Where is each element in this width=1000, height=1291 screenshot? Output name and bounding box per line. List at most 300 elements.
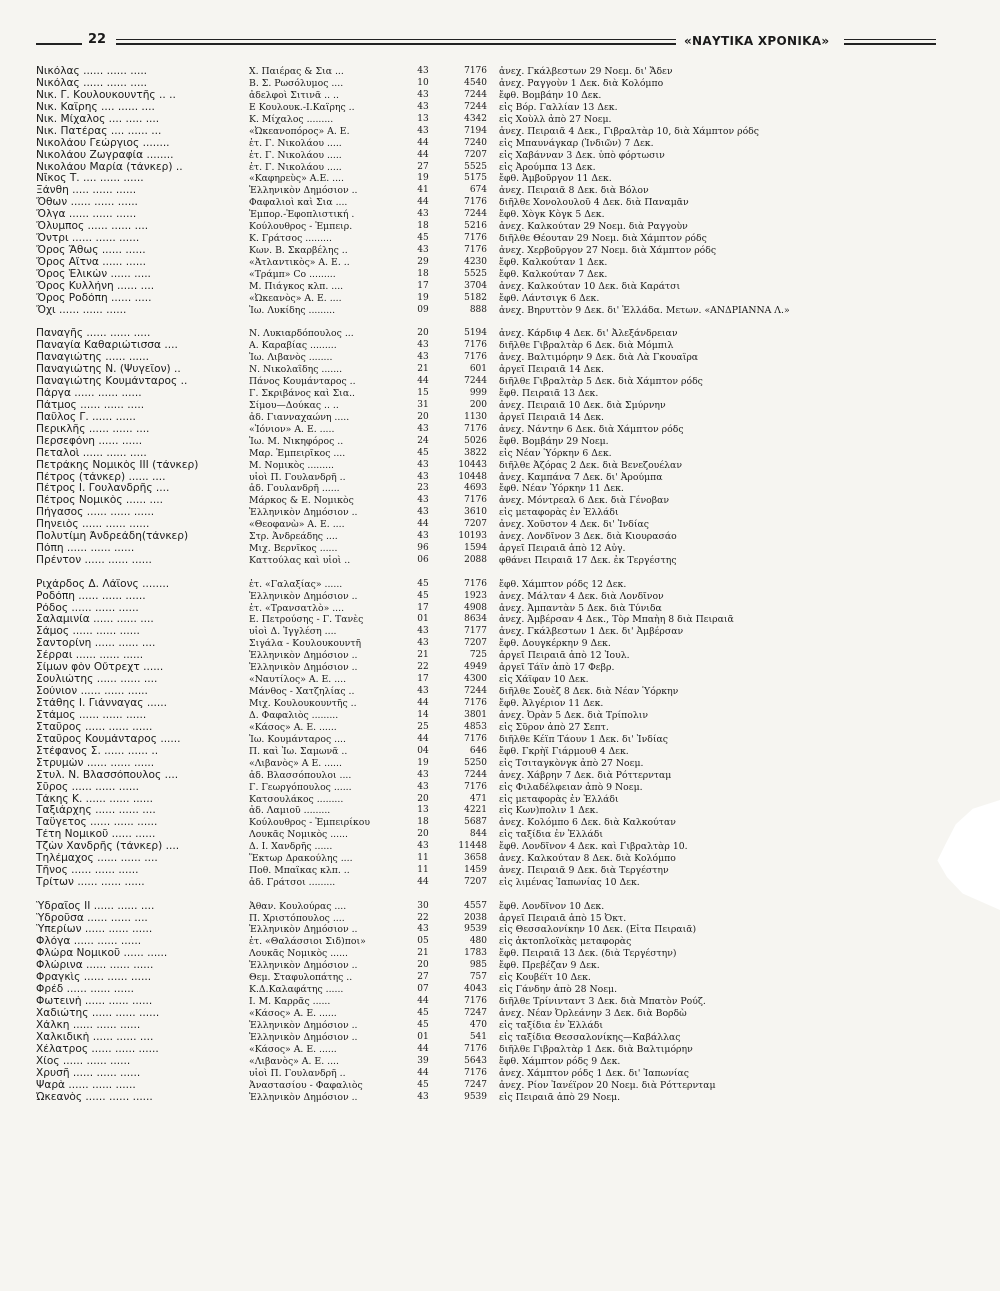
- ship-status: ἔφθ. Λονδῖνον 4 Δεκ. καὶ Γιβραλτὰρ 10.: [499, 841, 688, 853]
- ship-section: [36, 901, 956, 1104]
- table-row: [36, 555, 956, 567]
- ship-status: ἀνεχ. Γκάλβεστων 1 Δεκ. δι' Ἀμβέρσαν: [499, 626, 684, 638]
- ship-code: 07: [417, 984, 429, 995]
- ship-name: Στρυμὼν ...... ...... ......: [36, 757, 155, 769]
- ship-status: ἔφθ. Γκρὴϊ Γιάρμουθ 4 Δεκ.: [499, 745, 629, 757]
- ship-owner: ἑτ. Γ. Νικολάου .....: [249, 149, 342, 161]
- ship-code: 15: [417, 387, 429, 398]
- table-row: [36, 150, 956, 162]
- ship-owner: Ι. Μ. Καρρᾶς ......: [249, 996, 331, 1008]
- ship-code: 27: [417, 972, 429, 983]
- ship-name: Χαλκιδικὴ ...... ...... ....: [36, 1031, 154, 1043]
- ship-name: Ὄχι ...... ...... ......: [36, 304, 127, 316]
- ship-code: 43: [417, 352, 429, 363]
- ship-owner: Ἐμπορ.-Ἐφοπλιστική .: [249, 209, 355, 221]
- ship-status: εἰς Πειραιᾶ ἀπὸ 29 Νοεμ.: [499, 1091, 621, 1103]
- ship-name: Ψαρὰ ...... ...... ......: [36, 1079, 136, 1091]
- ship-status: ἀνεχ. Νέαν Ὀρλεάνην 3 Δεκ. διὰ Βορδὼ: [499, 1008, 687, 1020]
- ship-status: διῆλθε Γιβραλτὰρ 6 Δεκ. διὰ Μόμπιλ: [499, 340, 674, 352]
- ship-tonnage: 9539: [464, 924, 487, 935]
- ship-name: Σίμων φὸν Οὔτρεχτ ......: [36, 662, 164, 674]
- ship-name: Πόπη ...... ...... ......: [36, 543, 135, 555]
- table-row: [36, 638, 956, 650]
- ship-code: 18: [417, 221, 429, 232]
- ship-owner: Α. Καραβίας .........: [249, 340, 337, 352]
- table-row: [36, 90, 956, 102]
- ship-tonnage: 7176: [464, 245, 487, 256]
- ship-owner: ἑτ. «Γαλαξίας» ......: [249, 578, 343, 590]
- ship-tonnage: 4300: [464, 674, 487, 685]
- ship-code: 04: [417, 745, 429, 756]
- ship-status: ἔφθ. Νέαν Ὑόρκην 11 Δεκ.: [499, 483, 624, 495]
- ship-status: εἰς ἀκτοπλοϊκὰς μεταφορὰς: [499, 936, 632, 948]
- ship-name: Στέφανος Σ. ...... ...... ..: [36, 745, 159, 757]
- ship-name: Φρέδ ...... ...... ......: [36, 984, 134, 996]
- table-row: [36, 984, 956, 996]
- ship-owner: ἑτ. Γ. Νικολάου .....: [249, 137, 342, 149]
- ship-code: 44: [417, 698, 429, 708]
- ship-tonnage: 7207: [464, 877, 487, 888]
- ship-tonnage: 480: [469, 936, 487, 947]
- ship-code: 43: [417, 125, 429, 136]
- ship-code: 20: [417, 328, 429, 339]
- ship-name: Ὑδραῖος ΙΙ ...... ...... ....: [36, 900, 155, 912]
- table-row: [36, 424, 956, 436]
- ship-status: ἀργεῖ Πειραιᾶ 14 Δεκ.: [499, 411, 604, 423]
- ship-status: ἀνεχ. Ἀμπαντὰν 5 Δεκ. διὰ Τύνιδα: [499, 602, 662, 614]
- table-row: [36, 293, 956, 305]
- table-row: [36, 1020, 956, 1032]
- ship-owner: Μ. Νομικὸς .........: [249, 459, 335, 471]
- table-row: [36, 1032, 956, 1044]
- ship-owner: Μάρκος & Ε. Νομικὸς: [249, 495, 354, 507]
- ship-owner: ἑτ. «Θαλάσσιοι Σιδ)ποι»: [249, 936, 366, 948]
- ship-code: 44: [417, 733, 429, 744]
- ship-code: 05: [417, 936, 429, 947]
- ship-owner: Ἑλληνικὸν Δημόσιον ..: [249, 185, 358, 197]
- ship-name: Χέλατρος ...... ...... ......: [36, 1043, 159, 1055]
- ship-owner: Ἑλληνικὸν Δημόσιον ..: [249, 960, 358, 972]
- table-row: [36, 626, 956, 638]
- ship-name: Ὑπερίων ...... ...... ......: [36, 924, 153, 936]
- ship-name: Ὄρος Ροδόπη ...... .....: [36, 292, 152, 304]
- ship-code: 45: [417, 1019, 429, 1030]
- ship-tonnage: 4342: [464, 113, 487, 124]
- table-row: [36, 579, 956, 591]
- ship-status: ἀνεχ. Καλκούταν 29 Νοεμ. διὰ Ραγγοὺν: [499, 221, 688, 233]
- ship-tonnage: 7176: [464, 233, 487, 244]
- table-row: [36, 948, 956, 960]
- ship-name: Ὄθων ...... ...... ......: [36, 197, 138, 209]
- ship-code: 96: [417, 543, 429, 554]
- table-row: [36, 233, 956, 245]
- ship-name: Σῦρος ...... ...... ......: [36, 781, 139, 793]
- ship-code: 44: [417, 149, 429, 160]
- table-row: [36, 996, 956, 1008]
- ship-owner: Σιγάλα - Κουλουκουντῆ: [249, 638, 362, 650]
- ship-tonnage: 8634: [464, 614, 487, 625]
- ship-status: ἀνεχ. Ραγγοὺν 1 Δεκ. διὰ Κολόμπο: [499, 77, 664, 89]
- ship-status: ἀνεχ. Γκάλβεστων 29 Νοεμ. δι' Ἄδεν: [499, 66, 673, 77]
- table-row: [36, 877, 956, 889]
- ship-tonnage: 2088: [464, 555, 487, 566]
- ship-tonnage: 5525: [464, 268, 487, 279]
- ship-status: ἀνεχ. Ρίον Ἰανέϊρον 20 Νοεμ. διὰ Ρόττερνταμ: [499, 1079, 716, 1091]
- ship-tonnage: 5026: [464, 435, 487, 446]
- ship-owner: Μιχ. Κουλουκουντῆς ..: [249, 698, 357, 709]
- table-row: [36, 972, 956, 984]
- ship-code: 19: [417, 173, 429, 184]
- ship-owner: ἀδ. Λαμιοῦ .........: [249, 805, 331, 817]
- ship-code: 06: [417, 555, 429, 566]
- ship-tonnage: 3822: [464, 447, 487, 458]
- ship-tonnage: 1594: [464, 543, 487, 554]
- ship-code: 44: [417, 197, 429, 208]
- ship-owner: Ἑλληνικὸν Δημόσιον ..: [249, 924, 358, 936]
- table-row: [36, 436, 956, 448]
- ship-name: Πέτρος Νομικὸς ...... ....: [36, 495, 163, 507]
- ship-status: ἔφθ. Λονδῖνον 10 Δεκ.: [499, 900, 605, 912]
- ship-code: 43: [417, 626, 429, 637]
- ship-code: 43: [417, 507, 429, 518]
- table-row: [36, 495, 956, 507]
- ship-name: Στυλ. Ν. Βλασσόπουλος ....: [36, 769, 179, 781]
- table-row: [36, 901, 956, 913]
- ship-status: διῆλθε Γιβραλτὰρ 5 Δεκ. διὰ Χάμπτον ρόδς: [499, 376, 703, 388]
- ship-status: ἀνεχ. Χάμπτον ρόδς 1 Δεκ. δι' Ἰαπωνίας: [499, 1067, 689, 1079]
- ship-tonnage: 4230: [464, 257, 487, 267]
- ship-status: ἔφθ. Βομβάην 29 Νοεμ.: [499, 435, 609, 447]
- ship-status: εἰς ταξίδια ἐν Ἑλλάδι: [499, 829, 604, 841]
- ship-owner: Ε. Πετρούσης - Γ. Τανὲς: [249, 614, 364, 626]
- ship-code: 22: [417, 662, 429, 673]
- ship-tonnage: 5216: [464, 221, 487, 232]
- ship-name: Ριχάρδος Δ. Λάϊονς ........: [36, 578, 170, 590]
- table-row: [36, 209, 956, 221]
- table-row: [36, 114, 956, 126]
- ship-name: Σουλιώτης ...... ...... ....: [36, 674, 158, 686]
- ship-tonnage: 725: [469, 650, 487, 661]
- ship-status: εἰς Χάϊφαν 10 Δεκ.: [499, 674, 589, 686]
- ship-code: 45: [417, 1079, 429, 1090]
- ship-status: ἀνεχ. Μάλταν 4 Δεκ. διὰ Λονδῖνον: [499, 590, 664, 602]
- ship-code: 19: [417, 292, 429, 303]
- ship-code: 27: [417, 161, 429, 172]
- ship-tonnage: 4853: [464, 721, 487, 732]
- ship-owner: Κατσουλάκος .........: [249, 793, 344, 805]
- ship-owner: «Ὠκεανοπόρος» Α. Ε.: [249, 125, 350, 137]
- ship-status: εἰς ταξίδια Θεσσαλονίκης—Καβάλλας: [499, 1031, 681, 1043]
- ship-tonnage: 7176: [464, 781, 487, 792]
- ship-status: ἀργεῖ Πειραιᾶ ἀπὸ 12 Ἰουλ.: [499, 650, 630, 662]
- ship-tonnage: 888: [469, 304, 487, 315]
- ship-name: Ὄντρι ...... ...... ......: [36, 233, 140, 245]
- ship-owner: Σίμου—Δούκας .. ..: [249, 399, 339, 411]
- ship-status: ἔφθ. Πρεβέζαν 9 Δεκ.: [499, 960, 600, 972]
- ship-tonnage: 7176: [464, 340, 487, 351]
- ship-owner: Ἰω. Κουμάνταρος ....: [249, 733, 346, 745]
- table-row: [36, 78, 956, 90]
- ship-owner: Δ. Φαφαλιὸς .........: [249, 709, 339, 721]
- ship-code: 45: [417, 1008, 429, 1019]
- ship-status: ἀργεῖ Πειραιᾶ ἀπὸ 12 Αὐγ.: [499, 543, 626, 555]
- table-row: [36, 126, 956, 138]
- ship-tonnage: 985: [469, 960, 487, 971]
- ship-tonnage: 10193: [458, 531, 487, 542]
- header-rule-left: [36, 43, 82, 45]
- ship-name: Σέρραι ...... ...... ......: [36, 650, 144, 662]
- ship-name: Χάλκη ...... ...... ......: [36, 1019, 141, 1031]
- ship-name: Σάμος ...... ...... ......: [36, 626, 140, 638]
- ship-name: Πεταλοὶ ...... ...... .....: [36, 447, 147, 459]
- ship-code: 22: [417, 912, 429, 923]
- ship-owner: «Ὠκεανὸς» Α. Ε. ....: [249, 292, 342, 304]
- ship-status: εἰς Τσιταγκὸνγκ ἀπὸ 27 Νοεμ.: [499, 757, 644, 769]
- ship-status: εἰς μεταφορὰς ἐν Ἑλλάδι: [499, 793, 619, 805]
- ship-owner: Ποθ. Μπαΐκας κλπ. ..: [249, 865, 350, 877]
- ship-name: Πέτρος Ι. Γουλανδρῆς ....: [36, 483, 170, 495]
- page-number: 22: [88, 32, 107, 47]
- ship-owner: «Ἰόνιον» Α. Ε. .....: [249, 423, 335, 435]
- ship-code: 43: [417, 209, 429, 220]
- table-row: [36, 507, 956, 519]
- ship-code: 44: [417, 996, 429, 1007]
- ship-code: 21: [417, 948, 429, 959]
- ship-name: Σαλαμινία ...... ...... ....: [36, 614, 154, 626]
- table-row: [36, 1068, 956, 1080]
- ship-name: Πάργα ...... ...... ......: [36, 387, 142, 399]
- ship-owner: Π. Χριστόπουλος ....: [249, 912, 345, 924]
- ship-status: ἀνεχ. Ὀρὰν 5 Δεκ. διὰ Τρίπολιν: [499, 709, 649, 721]
- ship-tonnage: 674: [469, 185, 487, 196]
- ship-tonnage: 7177: [464, 626, 487, 637]
- ship-owner: Κ. Γράτσος .........: [249, 233, 332, 245]
- ship-name: Τῆνος ...... ...... ......: [36, 865, 139, 877]
- header-rule-middle: [116, 39, 676, 45]
- table-row: [36, 1092, 956, 1104]
- ship-tonnage: 7244: [464, 769, 487, 780]
- ship-status: εἰς Χαβάνναν 3 Δεκ. ὑπὸ φόρτωσιν: [499, 149, 665, 161]
- ship-code: 11: [417, 865, 429, 876]
- ship-name: Νικ. Μίχαλος .... ..... ....: [36, 113, 160, 125]
- ship-code: 43: [417, 769, 429, 780]
- ship-section: [36, 328, 956, 567]
- ship-tonnage: 7176: [464, 578, 487, 589]
- table-row: [36, 603, 956, 615]
- ship-tonnage: 7247: [464, 1008, 487, 1019]
- ship-tonnage: 646: [469, 745, 487, 756]
- header-rule-right: [844, 39, 936, 45]
- ship-code: 24: [417, 435, 429, 446]
- ship-owner: Ν. Λυκιαρδόπουλος ...: [249, 328, 354, 340]
- ship-tonnage: 3610: [464, 507, 487, 518]
- ship-status: εἰς Βόρ. Γαλλίαν 13 Δεκ.: [499, 101, 618, 113]
- ship-status: ἀνεχ. Πειραιᾶ 4 Δεκ., Γιβραλτὰρ 10, διὰ Χάμπτον ρόδς: [499, 125, 759, 137]
- ship-code: 23: [417, 483, 429, 494]
- table-row: [36, 305, 956, 317]
- ship-name: Παναγιώτης ...... ......: [36, 352, 150, 364]
- ship-status: ἀργεῖ Πειραιᾶ 14 Δεκ.: [499, 364, 604, 376]
- table-row: [36, 650, 956, 662]
- table-row: [36, 710, 956, 722]
- ship-code: 43: [417, 101, 429, 112]
- ship-code: 10: [417, 77, 429, 88]
- ship-code: 44: [417, 376, 429, 387]
- ship-owner: Κούλουθρος - Ἐμπειρ.: [249, 221, 353, 233]
- ship-name: Παῦλος Γ. ...... ......: [36, 411, 136, 423]
- table-row: [36, 269, 956, 281]
- ship-code: 43: [417, 245, 429, 256]
- ship-owner: Μαρ. Ἐμπειρῖκος ....: [249, 447, 346, 459]
- ship-owner: «Ἀτλαντικὸς» Α. Ε. ..: [249, 257, 350, 268]
- ship-code: 41: [417, 185, 429, 196]
- ship-owner: Ἑλληνικὸν Δημόσιον ..: [249, 662, 358, 674]
- ship-owner: ἑτ. Γ. Νικολάου .....: [249, 161, 342, 173]
- ship-name: Ρόδος ...... ...... ......: [36, 602, 139, 614]
- ship-name: Σταῦρος ...... ...... ......: [36, 721, 153, 733]
- ship-owner: υἱοὶ Π. Γουλανδρῆ ..: [249, 471, 346, 483]
- ship-tonnage: 470: [469, 1019, 487, 1030]
- table-row: [36, 1008, 956, 1020]
- ship-owner: Ἀναστασίου - Φαφαλιὸς: [249, 1079, 363, 1091]
- ship-status: ἀνεχ. Πειραιᾶ 9 Δεκ. διὰ Τεργέστην: [499, 865, 669, 877]
- ship-status: διῆλθε Θέουταν 29 Νοεμ. διὰ Χάμπτον ρόδς: [499, 233, 707, 245]
- ship-status: ἔφθ. Πειραιᾶ 13 Δεκ. (διὰ Τεργέστην): [499, 948, 677, 960]
- ship-status: ἀνεχ. Λονδῖνον 3 Δεκ. διὰ Κιουρασάο: [499, 531, 677, 543]
- ship-name: Φλώρα Νομικοῦ ...... ......: [36, 948, 168, 960]
- ship-name: Ὑδροῦσα ...... ...... ....: [36, 912, 148, 924]
- ship-code: 43: [417, 1091, 429, 1102]
- table-row: [36, 794, 956, 806]
- ship-tonnage: 7207: [464, 149, 487, 160]
- table-row: [36, 913, 956, 925]
- ship-owner: Κ. Μίχαλος .........: [249, 113, 334, 125]
- ship-status: ἀνεχ. Βαλτιμόρην 9 Δεκ. διὰ Λὰ Γκουαΐρα: [499, 352, 699, 364]
- ship-status: ἀργεῖ Πειραιᾶ ἀπὸ 15 Ὀκτ.: [499, 912, 627, 924]
- ship-tonnage: 7176: [464, 733, 487, 744]
- ship-name: Περικλῆς ...... ...... ....: [36, 423, 150, 435]
- ship-name: Ὄρος Ἄθως ...... ......: [36, 245, 146, 257]
- ship-status: διῆλθε Τρίνινταντ 3 Δεκ. διὰ Μπατὸν Ρούζ.: [499, 996, 706, 1008]
- ship-tonnage: 5687: [464, 817, 487, 828]
- ship-status: εἰς λιμένας Ἰαπωνίας 10 Δεκ.: [499, 877, 640, 889]
- ship-name: Ταξιάρχης ...... ...... ....: [36, 805, 156, 817]
- table-row: [36, 66, 956, 78]
- table-row: [36, 758, 956, 770]
- ship-owner: Ἑλληνικὸν Δημόσιον ..: [249, 1019, 358, 1031]
- ship-status: ἀνεχ. Κολόμπο 6 Δεκ. διὰ Καλκούταν: [499, 817, 676, 829]
- ship-name: Τζὼν Χανδρῆς (τάνκερ) ....: [36, 841, 180, 853]
- ship-code: 17: [417, 280, 429, 291]
- ship-tonnage: 5194: [464, 328, 487, 339]
- ship-name: Πέτρος (τάνκερ) ...... ....: [36, 471, 166, 483]
- ship-name: Ὄρος Ἑλικὼν ...... .....: [36, 268, 151, 280]
- ship-name: Χρυσῆ ...... ...... ......: [36, 1067, 141, 1079]
- table-row: [36, 400, 956, 412]
- table-row: [36, 257, 956, 269]
- ship-code: 43: [417, 686, 429, 697]
- journal-title: «ΝΑΥΤΙΚΑ ΧΡΟΝΙΚΑ»: [684, 34, 830, 48]
- ship-status: εἰς Φιλαδέλφειαν ἀπὸ 9 Νοεμ.: [499, 781, 643, 793]
- ship-owner: Ἑλληνικὸν Δημόσιον ..: [249, 1091, 358, 1103]
- table-row: [36, 483, 956, 495]
- ship-name: Πετράκης Νομικὸς ΙΙΙ (τάνκερ): [36, 459, 199, 471]
- ship-status: διῆλθε Ἀζόρας 2 Δεκ. διὰ Βενεζουέλαν: [499, 459, 682, 471]
- ship-tonnage: 3801: [464, 709, 487, 720]
- ship-name: Ξάνθη ..... ...... ......: [36, 185, 137, 197]
- ship-tonnage: 4693: [464, 483, 487, 494]
- ship-owner: Θεμ. Σταφυλοπάτης ..: [249, 972, 353, 984]
- ship-code: 18: [417, 817, 429, 828]
- ship-owner: «Λιβανὸς» Α Ε. ......: [249, 757, 342, 769]
- ship-status: εἰς ταξίδια ἐν Ἑλλάδι: [499, 1019, 604, 1031]
- ship-code: 44: [417, 519, 429, 530]
- ship-owner: Ἰω. Λυκίδης .........: [249, 304, 336, 316]
- ship-code: 18: [417, 268, 429, 279]
- ship-status: ἀνεχ. Μόντρεαλ 6 Δεκ. διὰ Γένοβαν: [499, 495, 670, 507]
- table-row: [36, 388, 956, 400]
- table-row: [36, 614, 956, 626]
- ship-code: 44: [417, 1043, 429, 1054]
- table-row: [36, 936, 956, 948]
- table-row: [36, 472, 956, 484]
- ship-tonnage: 7176: [464, 352, 487, 363]
- table-row: [36, 722, 956, 734]
- ship-status: ἀνεχ. Ἀμβέρσαν 4 Δεκ., Τὸρ Μπαὴη 8 διὰ Πειραιᾶ: [499, 614, 734, 626]
- table-row: [36, 686, 956, 698]
- ship-status: ἔφθ. Λάντσιγκ 6 Δεκ.: [499, 292, 600, 304]
- ship-name: Ὄρος Αἴτνα ...... ......: [36, 257, 146, 268]
- ship-tonnage: 7240: [464, 137, 487, 148]
- ship-code: 20: [417, 411, 429, 422]
- ship-code: 21: [417, 364, 429, 375]
- ship-owner: Λουκᾶς Νομικὸς ......: [249, 948, 348, 960]
- ship-owner: Πάνος Κουμάνταρος ..: [249, 376, 356, 388]
- ship-owner: Ἑλληνικὸν Δημόσιον ..: [249, 650, 358, 662]
- ship-tonnage: 541: [469, 1031, 487, 1042]
- ship-name: Νικ. Πατέρας .... ...... ...: [36, 125, 162, 137]
- ship-tonnage: 7207: [464, 519, 487, 530]
- ship-tonnage: 7176: [464, 495, 487, 506]
- ship-status: φθάνει Πειραιᾶ 17 Δεκ. ἐκ Τεργέστης: [499, 555, 677, 567]
- ship-name: Στάθης Ι. Γιάνναγας ......: [36, 698, 168, 709]
- ship-name: Πάτμος ...... ...... .....: [36, 399, 145, 411]
- ship-tonnage: 10448: [458, 471, 487, 482]
- ship-status: ἔφθ. Ἀλγέριον 11 Δεκ.: [499, 698, 604, 709]
- ship-code: 45: [417, 590, 429, 601]
- ship-owner: «Κάσος» Α. Ε. ......: [249, 1008, 337, 1020]
- ship-status: εἰς Ἀρούμπα 13 Δεκ.: [499, 161, 596, 173]
- ship-status: εἰς Κων)πολιν 1 Δεκ.: [499, 805, 599, 817]
- ship-code: 01: [417, 614, 429, 625]
- table-row: [36, 364, 956, 376]
- ship-owner: ἀδ. Γράτσοι .........: [249, 877, 336, 889]
- ship-name: Νικόλας ...... ...... .....: [36, 77, 148, 89]
- ship-tonnage: 7244: [464, 101, 487, 112]
- ship-name: Ὄρος Κυλλήνη ...... ....: [36, 280, 155, 292]
- ship-status: ἔφθ. Χάμπτον ρόδς 9 Δεκ.: [499, 1055, 621, 1067]
- ship-status: ἀνεχ. Χερβοῦργον 27 Νοεμ. διὰ Χάμπτον ρόδς: [499, 245, 717, 257]
- ship-status: διῆλθε Γιβραλτὰρ 1 Δεκ. διὰ Βαλτιμόρην: [499, 1043, 693, 1055]
- ship-owner: Κ.Δ.Καλαφάτης ......: [249, 984, 344, 996]
- ship-name: Ὄλυμπος ...... ...... ....: [36, 221, 149, 233]
- ship-code: 44: [417, 137, 429, 148]
- ship-status: ἔφθ. Χὸγκ Κὸγκ 5 Δεκ.: [499, 209, 605, 221]
- ship-tonnage: 4221: [464, 805, 487, 816]
- ship-owner: Μ. Πιάγκος κλπ. ....: [249, 280, 344, 292]
- ship-name: Φωτεινὴ ...... ...... ......: [36, 996, 153, 1008]
- table-row: [36, 519, 956, 531]
